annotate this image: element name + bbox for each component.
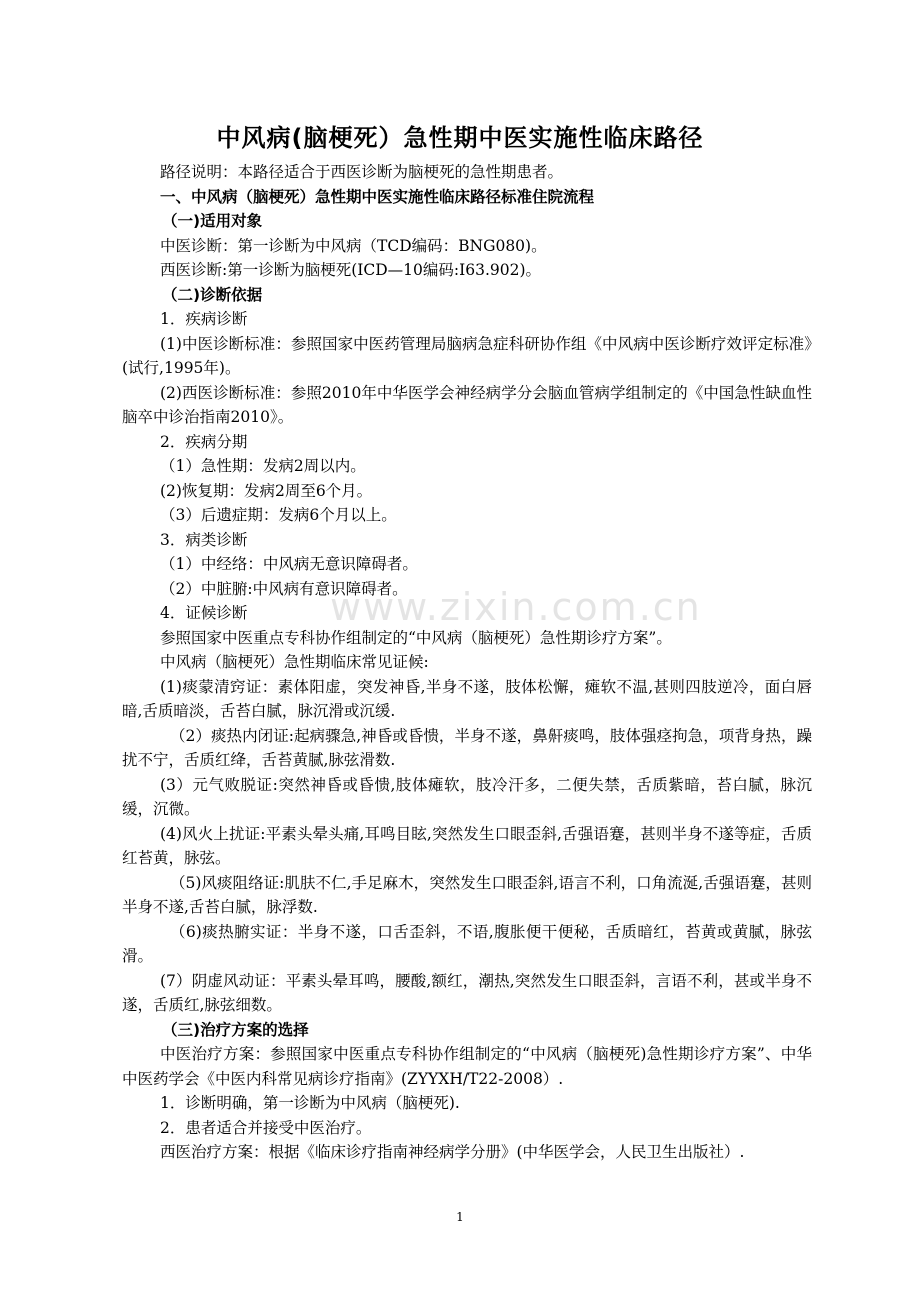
paragraph-line: （1）中经络：中风病无意识障碍者。 [160, 555, 418, 573]
paragraph-line: 西医治疗方案：根据《临床诊疗指南神经病学分册》(中华医学会，人民卫生出版社）. [160, 1143, 745, 1161]
page-number: 1 [456, 1210, 464, 1224]
paragraph-line: （6)痰热腑实证：半身不遂，口舌歪斜，不语,腹胀便干便秘，舌质暗红，苔黄或黄腻，脉弦滑。 [122, 922, 812, 965]
paragraph-line: （一)适用对象 [162, 212, 263, 230]
paragraph-line: 2．患者适合并接受中医治疗。 [160, 1118, 372, 1137]
paragraph-line: 中医诊断：第一诊断为中风病（TCD编码：BNG080)。 [160, 236, 547, 255]
paragraph-line: （2）中脏腑:中风病有意识障碍者。 [160, 579, 408, 598]
paragraph-line: (2)西医诊断标准：参照2010年中华医学会神经病学分会脑血管病学组制定的《中国急性缺血性脑卒中诊治指南2010》。 [122, 383, 812, 426]
watermark: www.zixin.com.cn [330, 585, 702, 629]
paragraph-line: （3）后遗症期：发病6个月以上。 [160, 506, 397, 524]
paragraph-line: 3．病类诊断 [160, 530, 248, 549]
document-title: 中风病(脑梗死）急性期中医实施性临床路径 [216, 124, 704, 152]
paragraph-line: 1．疾病诊断 [160, 310, 248, 328]
paragraph-line: (3）元气败脱证:突然神昏或昏愦,肢体瘫软，肢冷汗多，二便失禁，舌质紫暗，苔白腻，脉沉缓，沉微。 [122, 775, 812, 818]
paragraph-line: (1)痰蒙清窍证：素体阳虚，突发神昏,半身不遂，肢体松懈，瘫软不温,甚则四肢逆冷，面白唇暗,舌质暗淡，舌苔白腻，脉沉滑或沉缓. [122, 677, 812, 720]
paragraph-line: (7）阴虚风动证：平素头晕耳鸣，腰酸,额红，潮热,突然发生口眼歪斜，言语不利，甚或半身不遂，舌质红,脉弦细数。 [122, 971, 812, 1014]
paragraph-line: 路径说明：本路径适合于西医诊断为脑梗死的急性期患者。 [160, 163, 564, 181]
paragraph-line: 4．证候诊断 [160, 604, 248, 622]
paragraph-line: （二)诊断依据 [162, 285, 263, 304]
paragraph-line: 西医诊断:第一诊断为脑梗死(ICD—10编码:I63.902)。 [160, 261, 542, 279]
paragraph-line: 1．诊断明确，第一诊断为中风病（脑梗死). [160, 1094, 460, 1112]
paragraph-line: （5)风痰阻络证:肌肤不仁,手足麻木，突然发生口眼歪斜,语言不利，口角流涎,舌强语蹇，甚则半身不遂,舌苔白腻，脉浮数. [122, 873, 812, 916]
paragraph-line: (2)恢复期：发病2周至6个月。 [160, 481, 373, 500]
paragraph-line: (4)风火上扰证:平素头晕头痛,耳鸣目眩,突然发生口眼歪斜,舌强语蹇，甚则半身不遂等症，舌质红苔黄，脉弦。 [122, 824, 812, 867]
paragraph-line: 参照国家中医重点专科协作组制定的“中风病（脑梗死）急性期诊疗方案”。 [160, 628, 672, 647]
paragraph-line: (1)中医诊断标准：参照国家中医药管理局脑病急症科研协作组《中风病中医诊断疗效评定标准》(试行,1995年)。 [122, 334, 812, 377]
paragraph-line: 一、中风病（脑梗死）急性期中医实施性临床路径标准住院流程 [160, 187, 595, 206]
paragraph-line: （2）痰热内闭证:起病骤急,神昏或昏愦，半身不遂，鼻鼾痰鸣，肢体强痉拘急，项背身热，躁扰不宁，舌质红绛，舌苔黄腻,脉弦滑数. [122, 726, 812, 769]
paragraph-line: （三)治疗方案的选择 [162, 1020, 309, 1039]
paragraph-line: 中医治疗方案：参照国家中医重点专科协作组制定的“中风病（脑梗死)急性期诊疗方案”、中华中医药学会《中医内科常见病诊疗指南》(ZYYXH/T22-2008）. [122, 1045, 812, 1088]
paragraph-line: 2．疾病分期 [160, 432, 248, 451]
paragraph-line: （1）急性期：发病2周以内。 [160, 457, 366, 475]
paragraph-line: 中风病（脑梗死）急性期临床常见证候: [160, 653, 429, 671]
document-body [122, 160, 812, 1165]
